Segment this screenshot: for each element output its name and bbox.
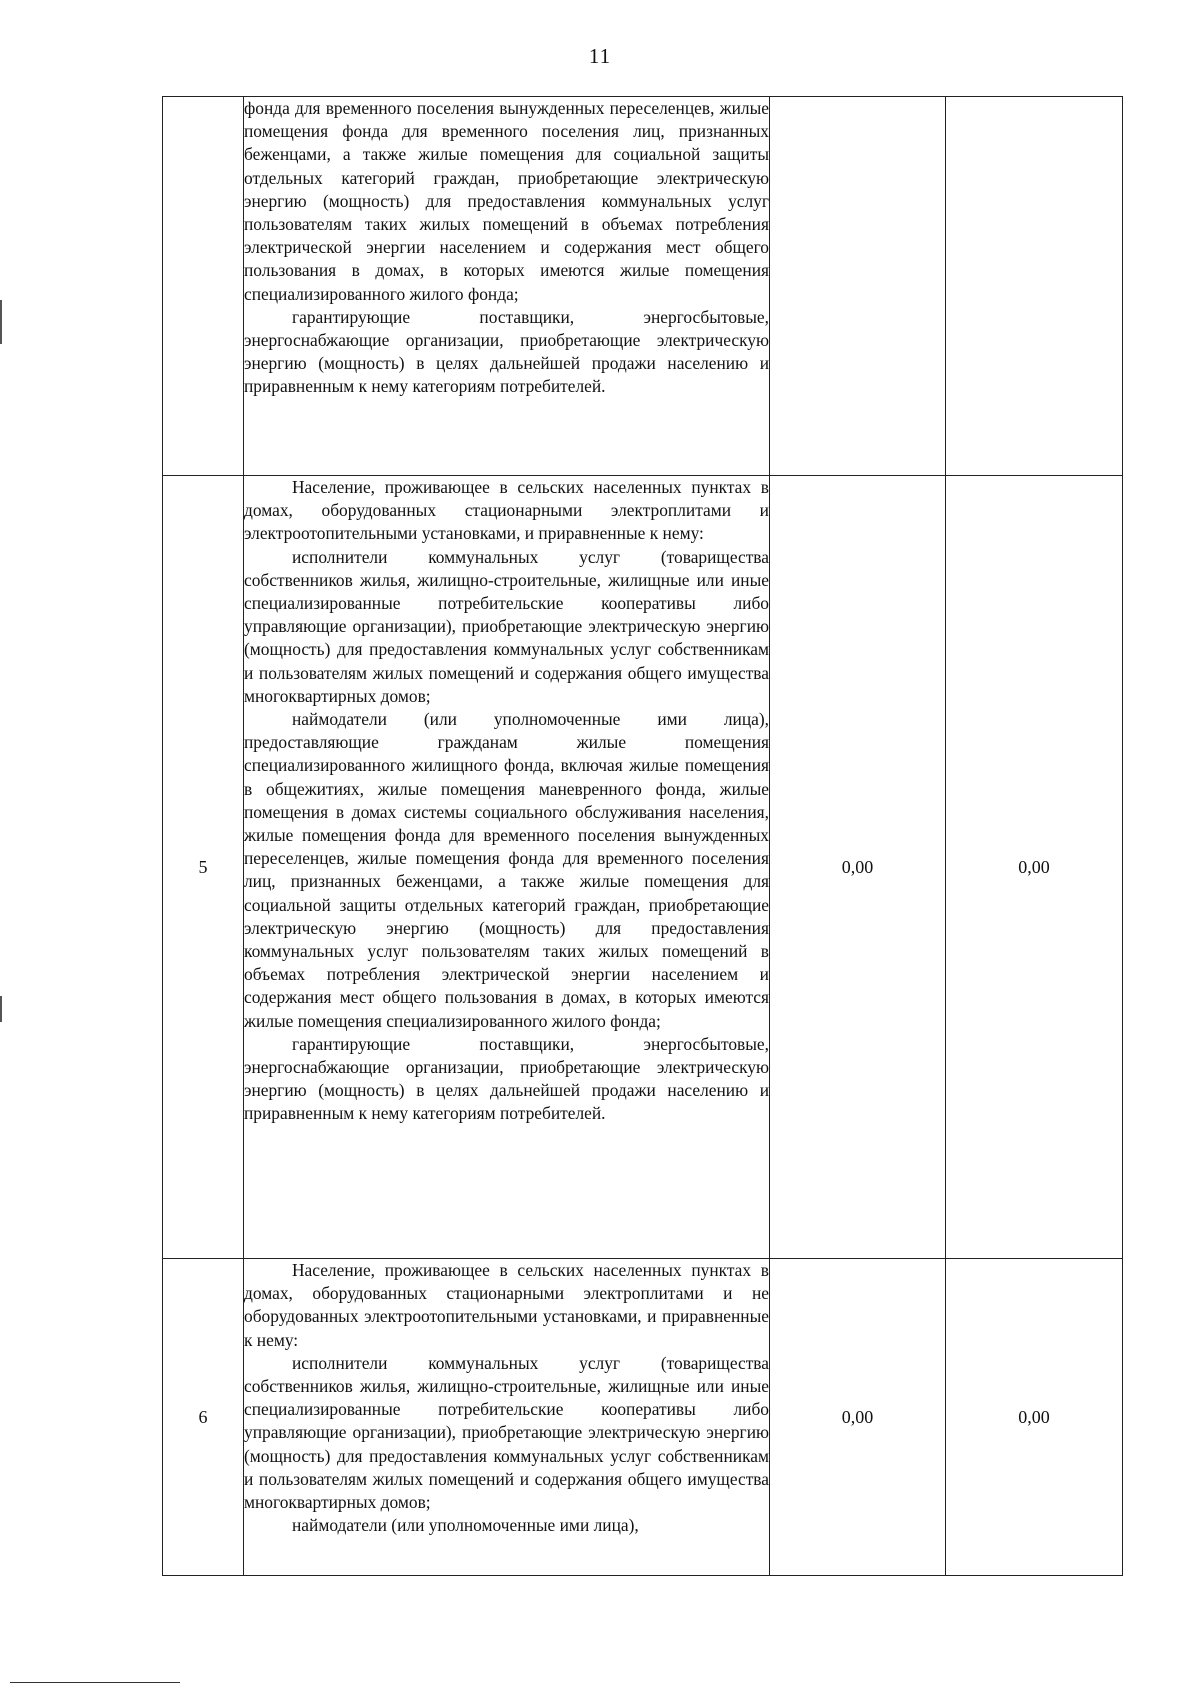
description-paragraph: гарантирующие поставщики, энергосбытовые, энергоснабжающие организации, приобретающие электрическую энергию (мощность) в целях дальнейшей продажи населению и приравненным к нему категориям потребителей. [244,1033,769,1124]
footer-rule [10,1682,180,1683]
row-description-cell [244,97,770,476]
description-paragraph: исполнители коммунальных услуг (товарищества собственников жилья, жилищно-строительные, жилищные или иные специализированные потребительские кооперативы либо управляющие организации), приобретающие электрическую энергию (мощность) для предоставления коммунальных услуг собственникам и пользователям жилых помещений и содержания общего имущества многоквартирных домов; [244,546,769,706]
description-paragraph: наймодатели (или уполномоченные ими лица), [292,1515,639,1536]
description-paragraph: Население, проживающее в сельских населенных пунктах в домах, оборудованных стационарными электроплитами и не оборудованных электроотопительными установками, и приравненные к нему: [244,1260,769,1350]
row-number-cell [163,97,244,476]
tariff-table [162,96,1123,1576]
row-description-cell [244,1259,770,1576]
page-number: 11 [588,44,612,68]
description-paragraph: гарантирующие поставщики, энергосбытовые, энергоснабжающие организации, приобретающие электрическую энергию (мощность) в целях дальнейшей продажи населению и приравненным к нему категориям потребителей. [244,306,769,397]
value-cell-2: 0,00 [946,1259,1123,1576]
value-cell-2 [946,97,1123,476]
table-row [163,97,1123,476]
description-paragraph: наймодатели (или уполномоченные ими лица), предоставляющие гражданам жилые помещения специализированного жилищного фонда, включая жилые помещения в общежитиях, жилые помещения маневренного фонда, жилые помещения в домах системы социального обслуживания населения, жилые помещения фонда для временного поселения вынужденных переселенцев, жилые помещения фонда для временного поселения лиц, признанных беженцами, а также жилые помещения для социальной защиты отдельных категорий граждан, приобретающие электрическую энергию (мощность) для предоставления коммунальных услуг пользователям таких жилых помещений в объемах потребления электрической энергии населением и содержания мест общего пользования в домах, в которых имеются жилые помещения специализированного жилого фонда; [244,709,769,1031]
value-cell-1 [770,97,946,476]
description-paragraph: исполнители коммунальных услуг (товарищества собственников жилья, жилищно-строительные, жилищные или иные специализированные потребительские кооперативы либо управляющие организации), приобретающие электрическую энергию (мощность) для предоставления коммунальных услуг собственникам и пользователям жилых помещений и содержания общего имущества многоквартирных домов; [244,1352,769,1513]
table-row [163,1259,1123,1576]
value-cell-1: 0,00 [770,476,946,1259]
description-paragraph: фонда для временного поселения вынужденных переселенцев, жилые помещения фонда для временного поселения лиц, признанных беженцами, а также жилые помещения для социальной защиты отдельных категорий граждан, приобретающие электрическую энергию (мощность) для предоставления коммунальных услуг пользователям таких жилых помещений в объемах потребления электрической энергии населением и содержания мест общего пользования в домах, в которых имеются жилые помещения специализированного жилого фонда; [244,98,769,304]
row-number-cell: 5 [163,476,244,1259]
scan-margin-mark [0,300,2,344]
value-cell-1: 0,00 [770,1259,946,1576]
description-paragraph: Население, проживающее в сельских населенных пунктах в домах, оборудованных стационарными электроплитами и электроотопительными установками, и приравненные к нему: [244,477,769,544]
row-description-cell [244,476,770,1259]
value-cell-2: 0,00 [946,476,1123,1259]
table-row [163,476,1123,1259]
scan-margin-mark [0,996,2,1022]
row-number-cell: 6 [163,1259,244,1576]
